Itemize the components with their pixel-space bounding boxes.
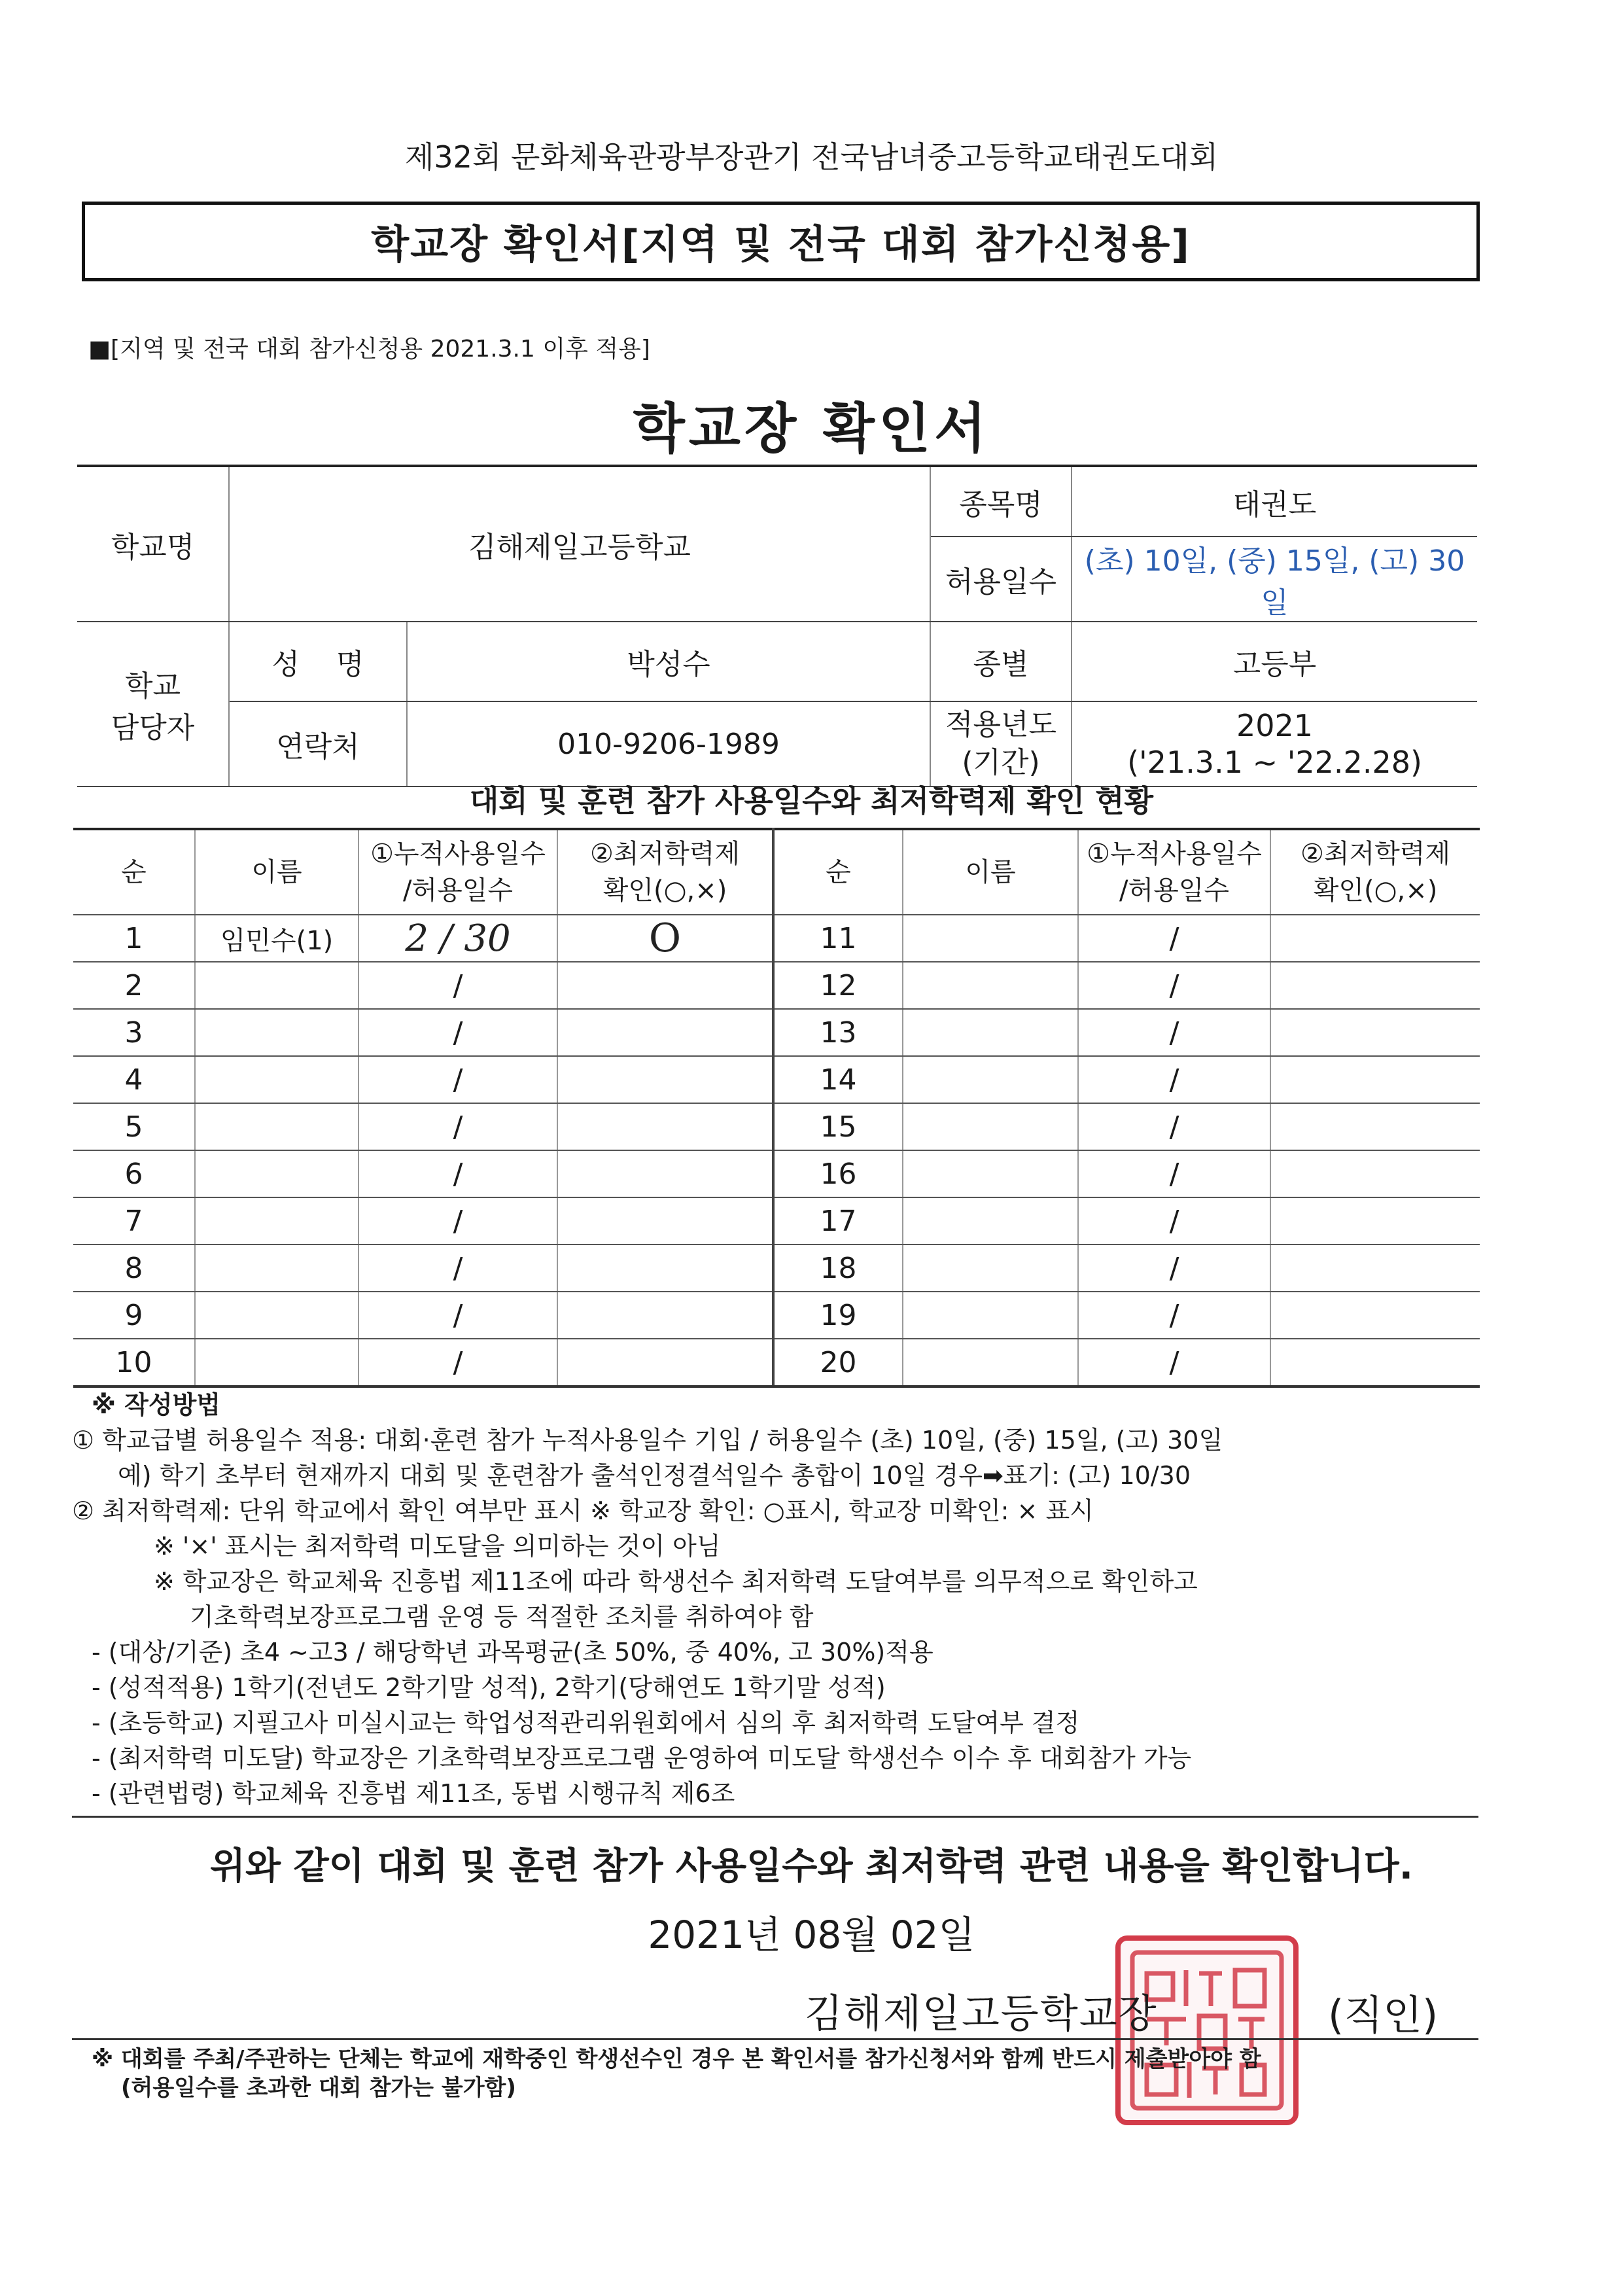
row-number: 7: [73, 1197, 195, 1245]
division-value: 고등부: [1072, 622, 1477, 701]
instruction-line: - (초등학교) 지필고사 미실시교는 학업성적관리위원회에서 심의 후 최저학력 도달여부 결정: [92, 1708, 1080, 1737]
row-number: 1: [73, 915, 195, 962]
instruction-line: 기초학력보장프로그램 운영 등 적절한 조치를 취하여야 함: [190, 1602, 814, 1631]
signature-date: 2021년 08월 02일: [648, 1913, 975, 1957]
instruction-line: ※ 학교장은 학교체육 진흥법 제11조에 따라 학생선수 최저학력 도달여부를 의무적으로 확인하고: [154, 1567, 1198, 1596]
row-number: 5: [73, 1103, 195, 1150]
row-check: O: [557, 915, 773, 962]
event-title: 제32회 문화체육관광부장관기 전국남녀중고등학교태권도대회: [404, 139, 1219, 175]
row-check-right: [1270, 915, 1480, 962]
row-check: [557, 1056, 773, 1103]
row-check: [557, 1150, 773, 1197]
row-name: [195, 1103, 358, 1150]
row-name-right: [903, 1292, 1078, 1339]
header-days-line-1: ①누적사용일수: [370, 839, 546, 869]
row-days-right: /: [1078, 915, 1270, 962]
row-check-right: [1270, 1056, 1480, 1103]
divider: [72, 2038, 1478, 2040]
table-row: [73, 1150, 1480, 1197]
confirmation-statement: 위와 같이 대회 및 훈련 참가 사용일수와 최저학력 관련 내용을 확인합니다.: [209, 1845, 1414, 1888]
row-days-right: /: [1078, 1103, 1270, 1150]
footnote-line-2: (허용일수를 초과한 대회 참가는 불가함): [121, 2075, 516, 2101]
table-row: [73, 1056, 1480, 1103]
row-check: [557, 1103, 773, 1150]
staff-label-line-2: 담당자: [111, 711, 195, 745]
row-check-right: [1270, 1197, 1480, 1245]
instruction-line: - (최저학력 미도달) 학교장은 기초학력보장프로그램 운영하여 미도달 학생선수 이수 후 대회참가 가능: [92, 1744, 1192, 1773]
row-number: 10: [73, 1339, 195, 1386]
divider: [72, 1816, 1478, 1818]
year-label-line-1: 적용년도: [945, 708, 1056, 741]
row-number-right: 14: [773, 1056, 903, 1103]
usage-table: [73, 828, 1480, 1388]
school-name-value: 김해제일고등학교: [229, 466, 930, 622]
row-days: /: [358, 1103, 557, 1150]
staff-label: [77, 622, 229, 786]
row-name-right: [903, 1009, 1078, 1056]
year-value-period: ('21.3.1 ~ '22.2.28): [1127, 745, 1422, 780]
footnote-line-1: ※ 대회를 주최/주관하는 단체는 학교에 재학중인 학생선수인 경우 본 확인서를 참가신청서와 함께 반드시 제출받아야 함: [92, 2046, 1261, 2072]
row-name: [195, 1197, 358, 1245]
row-check: [557, 1245, 773, 1292]
row-number: 4: [73, 1056, 195, 1103]
row-days-right: /: [1078, 962, 1270, 1009]
row-number-right: 11: [773, 915, 903, 962]
row-name: [195, 962, 358, 1009]
contact-label: 연락처: [229, 701, 407, 786]
year-label-line-2: (기간): [962, 746, 1040, 779]
row-days-right: /: [1078, 1292, 1270, 1339]
table-row: [73, 962, 1480, 1009]
main-title: 학교장 확인서: [633, 398, 990, 460]
instruction-line: ※ '×' 표시는 최저학력 미도달을 의미하는 것이 아님: [154, 1532, 721, 1561]
header-check-right: [1270, 829, 1480, 915]
row-number-right: 18: [773, 1245, 903, 1292]
header-name-right: 이름: [903, 829, 1078, 915]
header-check: [557, 829, 773, 915]
row-name-right: [903, 1150, 1078, 1197]
row-name-right: [903, 1103, 1078, 1150]
row-days-right: /: [1078, 1245, 1270, 1292]
row-check-right: [1270, 1292, 1480, 1339]
footnote: [92, 2045, 1498, 2102]
document-title: 학교장 확인서[지역 및 전국 대회 참가신청용]: [371, 222, 1191, 268]
row-check: [557, 1197, 773, 1245]
row-days: /: [358, 1056, 557, 1103]
header-no: 순: [73, 829, 195, 915]
staff-name-value: 박성수: [407, 622, 930, 701]
row-name: [195, 1245, 358, 1292]
school-info-table: [77, 465, 1477, 787]
row-number: 9: [73, 1292, 195, 1339]
header-days-line-2: /허용일수: [402, 875, 514, 906]
header-check-line-2: 확인(○,×): [602, 875, 727, 906]
table-row: [73, 1245, 1480, 1292]
instruction-line: 예) 학기 초부터 현재까지 대회 및 훈련참가 출석인정결석일수 총합이 10일 경우➡표기: (고) 10/30: [118, 1461, 1191, 1490]
row-name-right: [903, 1339, 1078, 1386]
header-no-right: 순: [773, 829, 903, 915]
instruction-line: ① 학교급별 허용일수 적용: 대회·훈련 참가 누적사용일수 기입 / 허용일수 (초) 10일, (중) 15일, (고) 30일: [72, 1426, 1223, 1455]
table-row: [73, 1009, 1480, 1056]
row-check-right: [1270, 1245, 1480, 1292]
table-row: [73, 1103, 1480, 1150]
sport-value: 태권도: [1072, 466, 1477, 537]
seal-label: (직인): [1328, 1991, 1439, 2039]
row-check: [557, 1009, 773, 1056]
row-name-right: [903, 1245, 1078, 1292]
instruction-line: - (대상/기준) 초4 ~고3 / 해당학년 과목평균(초 50%, 중 40%, 고 30%)적용: [92, 1638, 934, 1667]
table-row: [73, 1292, 1480, 1339]
row-name: 임민수(1): [195, 915, 358, 962]
row-days: /: [358, 1150, 557, 1197]
row-check: [557, 1292, 773, 1339]
year-label: [930, 701, 1072, 786]
row-name-right: [903, 1056, 1078, 1103]
row-days-right: /: [1078, 1150, 1270, 1197]
section-heading: 대회 및 훈련 참가 사용일수와 최저학력제 확인 현황: [469, 783, 1154, 819]
row-name: [195, 1292, 358, 1339]
row-name: [195, 1009, 358, 1056]
row-check-right: [1270, 1103, 1480, 1150]
row-check-right: [1270, 962, 1480, 1009]
row-number: 3: [73, 1009, 195, 1056]
row-days: /: [358, 1009, 557, 1056]
instruction-line: - (관련법령) 학교체육 진흥법 제11조, 동법 시행규칙 제6조: [92, 1779, 735, 1808]
table-row: [73, 915, 1480, 962]
row-name-right: [903, 915, 1078, 962]
row-days-right: /: [1078, 1197, 1270, 1245]
division-label: 종별: [930, 622, 1072, 701]
header-days-right: [1078, 829, 1270, 915]
header-days-right-line-1: ①누적사용일수: [1087, 839, 1262, 869]
instructions: [72, 1387, 1511, 1811]
header-days: [358, 829, 557, 915]
row-number-right: 17: [773, 1197, 903, 1245]
row-days: /: [358, 1339, 557, 1386]
row-days: /: [358, 1197, 557, 1245]
row-days: 2 / 30: [358, 915, 557, 962]
row-days-right: /: [1078, 1056, 1270, 1103]
header-check-line-1: ②최저학력제: [589, 839, 741, 869]
year-value: [1072, 701, 1477, 786]
school-name-label: 학교명: [77, 466, 229, 622]
allowed-days-value: (초) 10일, (중) 15일, (고) 30일: [1072, 537, 1477, 622]
row-number-right: 13: [773, 1009, 903, 1056]
row-name: [195, 1150, 358, 1197]
row-check-right: [1270, 1150, 1480, 1197]
header-check-right-line-2: 확인(○,×): [1313, 875, 1438, 906]
contact-value: 010-9206-1989: [407, 701, 930, 786]
school-principal-signature: 김해제일고등학교장: [805, 1991, 1158, 2037]
year-value-year: 2021: [1236, 708, 1314, 743]
row-number: 8: [73, 1245, 195, 1292]
row-name-right: [903, 1197, 1078, 1245]
row-days: /: [358, 1292, 557, 1339]
staff-label-line-1: 학교: [124, 669, 181, 703]
document-title-box: [82, 202, 1480, 281]
row-days-right: /: [1078, 1009, 1270, 1056]
row-number-right: 19: [773, 1292, 903, 1339]
row-number: 2: [73, 962, 195, 1009]
row-check-right: [1270, 1009, 1480, 1056]
table-row: [73, 1197, 1480, 1245]
row-days-right: /: [1078, 1339, 1270, 1386]
row-days: /: [358, 962, 557, 1009]
row-check: [557, 962, 773, 1009]
row-number-right: 16: [773, 1150, 903, 1197]
header-check-right-line-1: ②최저학력제: [1300, 839, 1451, 869]
table-row: [73, 1339, 1480, 1386]
header-name: 이름: [195, 829, 358, 915]
row-name: [195, 1056, 358, 1103]
row-number-right: 15: [773, 1103, 903, 1150]
row-name: [195, 1339, 358, 1386]
instruction-line: ② 최저학력제: 단위 학교에서 확인 여부만 표시 ※ 학교장 확인: ○표시, 학교장 미확인: × 표시: [72, 1496, 1094, 1525]
row-number-right: 20: [773, 1339, 903, 1386]
allowed-days-label: 허용일수: [930, 537, 1072, 622]
row-check-right: [1270, 1339, 1480, 1386]
row-number-right: 12: [773, 962, 903, 1009]
instruction-line: - (성적적용) 1학기(전년도 2학기말 성적), 2학기(당해연도 1학기말 성적): [92, 1673, 886, 1702]
row-days: /: [358, 1245, 557, 1292]
staff-name-label: 성 명: [229, 622, 407, 701]
sport-label: 종목명: [930, 466, 1072, 537]
applicability-note: ■[지역 및 전국 대회 참가신청용 2021.3.1 이후 적용]: [88, 336, 650, 362]
header-days-right-line-2: /허용일수: [1119, 875, 1230, 906]
instructions-title: ※ 작성방법: [92, 1390, 221, 1419]
row-name-right: [903, 962, 1078, 1009]
row-check: [557, 1339, 773, 1386]
row-number: 6: [73, 1150, 195, 1197]
